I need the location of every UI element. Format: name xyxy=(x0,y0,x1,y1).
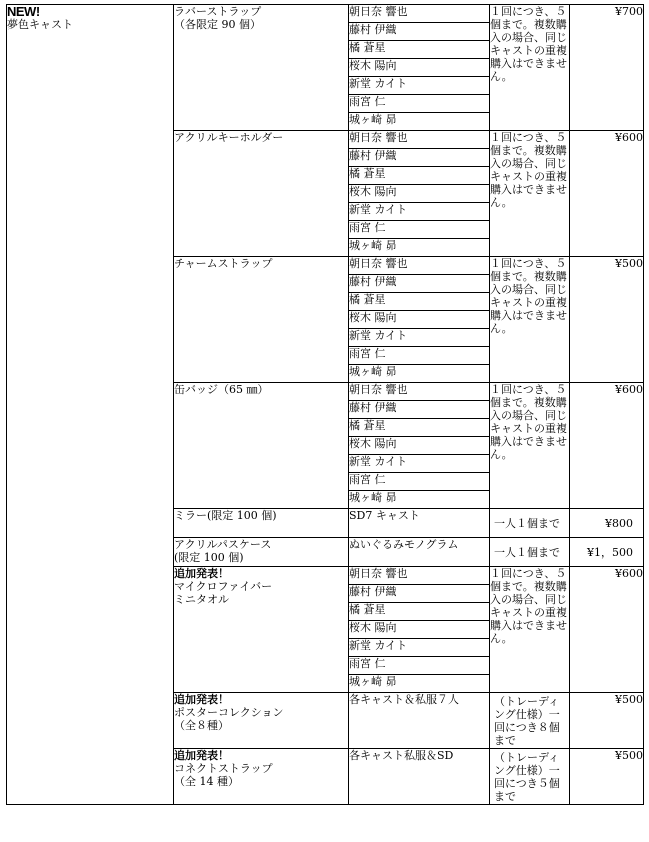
purchase-limit-note: 一人１個まで xyxy=(490,509,570,538)
product-name-line: ラバーストラップ xyxy=(174,5,262,18)
product-name-cell xyxy=(174,5,349,131)
product-name-line: アクリルパスケース xyxy=(174,538,272,551)
cast-name-cell: 藤村 伊織 xyxy=(349,149,490,167)
purchase-limit-note: １回につき、５個まで。複数購入の場合、同じキャストの重複購入はできません。 xyxy=(490,5,570,131)
product-name-cell xyxy=(174,749,349,805)
cast-name-cell: 朝日奈 響也 xyxy=(349,257,490,275)
cast-name-cell: 桜木 陽向 xyxy=(349,311,490,329)
cast-name-cell: 朝日奈 響也 xyxy=(349,131,490,149)
category-cell xyxy=(7,5,174,805)
cast-name-cell: 雨宮 仁 xyxy=(349,95,490,113)
product-name-line: コネクトストラップ xyxy=(174,762,273,775)
new-mark: NEW! xyxy=(7,4,40,19)
price-cell: ¥1，500 xyxy=(570,538,644,567)
table-row xyxy=(7,5,644,23)
cast-name-cell: 藤村 伊織 xyxy=(349,23,490,41)
product-name-line: （全 14 種） xyxy=(174,775,239,788)
product-name-line: ポスターコレクション xyxy=(174,706,284,719)
cast-name-cell: 桜木 陽向 xyxy=(349,621,490,639)
product-name-cell xyxy=(174,567,349,693)
product-name-cell xyxy=(174,383,349,509)
cast-name-cell: 雨宮 仁 xyxy=(349,657,490,675)
cast-name-cell: 城ヶ崎 昴 xyxy=(349,365,490,383)
price-cell: ¥600 xyxy=(570,567,644,693)
cast-name-cell: 橘 蒼星 xyxy=(349,41,490,59)
added-announcement-tag: 追加発表！ xyxy=(174,749,229,762)
purchase-limit-note: １回につき、５個まで。複数購入の場合、同じキャストの重複購入はできません。 xyxy=(490,383,570,509)
cast-name-cell: 雨宮 仁 xyxy=(349,221,490,239)
cast-name-cell: 城ヶ崎 昴 xyxy=(349,113,490,131)
cast-name-cell: 藤村 伊織 xyxy=(349,275,490,293)
product-name-line: マイクロファイバー xyxy=(174,580,273,593)
price-cell: ¥600 xyxy=(570,131,644,257)
cast-name-cell: 朝日奈 響也 xyxy=(349,383,490,401)
cast-name-cell: 藤村 伊織 xyxy=(349,585,490,603)
product-name-line: ミラー(限定 100 個) xyxy=(174,509,277,522)
variant-cell: 各キャスト私服＆SD xyxy=(349,749,490,805)
price-cell: ¥500 xyxy=(570,693,644,749)
product-name-line: チャームストラップ xyxy=(174,257,273,270)
product-name-cell xyxy=(174,693,349,749)
product-name-line: （各限定 90 個） xyxy=(174,18,261,31)
cast-name-cell: 朝日奈 響也 xyxy=(349,567,490,585)
price-cell: ¥600 xyxy=(570,383,644,509)
purchase-limit-note: （トレーディング仕様）一回につき５個まで xyxy=(490,749,570,805)
product-name-cell xyxy=(174,538,349,567)
cast-name-cell: 城ヶ崎 昴 xyxy=(349,491,490,509)
price-cell: ¥700 xyxy=(570,5,644,131)
cast-name-cell: 橘 蒼星 xyxy=(349,419,490,437)
product-name-line: アクリルキーホルダー xyxy=(174,131,284,144)
added-announcement-tag: 追加発表！ xyxy=(174,567,229,580)
cast-name-cell: 朝日奈 響也 xyxy=(349,5,490,23)
price-cell: ¥800 xyxy=(570,509,644,538)
cast-name-cell: 雨宮 仁 xyxy=(349,347,490,365)
cast-name-cell: 雨宮 仁 xyxy=(349,473,490,491)
product-name-cell xyxy=(174,509,349,538)
product-name-cell xyxy=(174,257,349,383)
purchase-limit-note: １回につき、５個まで。複数購入の場合、同じキャストの重複購入はできません。 xyxy=(490,131,570,257)
cast-name-cell: 新堂 カイト xyxy=(349,455,490,473)
product-name-line: ミニタオル xyxy=(174,593,229,606)
cast-name-cell: 新堂 カイト xyxy=(349,639,490,657)
product-name-line: （全８種） xyxy=(174,719,229,732)
cast-name-cell: 橘 蒼星 xyxy=(349,603,490,621)
variant-cell: SD7 キャスト xyxy=(349,509,490,538)
cast-name-cell: 桜木 陽向 xyxy=(349,185,490,203)
cast-name-cell: 橘 蒼星 xyxy=(349,293,490,311)
cast-name-cell: 城ヶ崎 昴 xyxy=(349,239,490,257)
cast-name-cell: 新堂 カイト xyxy=(349,77,490,95)
variant-cell: 各キャスト＆私服７人 xyxy=(349,693,490,749)
cast-name-cell: 新堂 カイト xyxy=(349,329,490,347)
purchase-limit-note: 一人１個まで xyxy=(490,538,570,567)
price-cell: ¥500 xyxy=(570,257,644,383)
cast-name-cell: 桜木 陽向 xyxy=(349,437,490,455)
purchase-limit-note: （トレーディング仕様）一回につき８個まで xyxy=(490,693,570,749)
purchase-limit-note: １回につき、５個まで。複数購入の場合、同じキャストの重複購入はできません。 xyxy=(490,257,570,383)
price-cell: ¥500 xyxy=(570,749,644,805)
cast-name-cell: 藤村 伊織 xyxy=(349,401,490,419)
cast-name-cell: 新堂 カイト xyxy=(349,203,490,221)
cast-name-cell: 桜木 陽向 xyxy=(349,59,490,77)
cast-name-cell: 城ヶ崎 昴 xyxy=(349,675,490,693)
product-name-cell xyxy=(174,131,349,257)
product-name-line: 缶バッジ（65 ㎜） xyxy=(174,383,269,396)
added-announcement-tag: 追加発表！ xyxy=(174,693,229,706)
variant-cell: ぬいぐるみモノグラム xyxy=(349,538,490,567)
cast-name-cell: 橘 蒼星 xyxy=(349,167,490,185)
product-name-line: (限定 100 個) xyxy=(174,551,244,564)
category-name: 夢色キャスト xyxy=(7,18,73,31)
purchase-limit-note: １回につき、５個まで。複数購入の場合、同じキャストの重複購入はできません。 xyxy=(490,567,570,693)
goods-table xyxy=(6,4,644,805)
